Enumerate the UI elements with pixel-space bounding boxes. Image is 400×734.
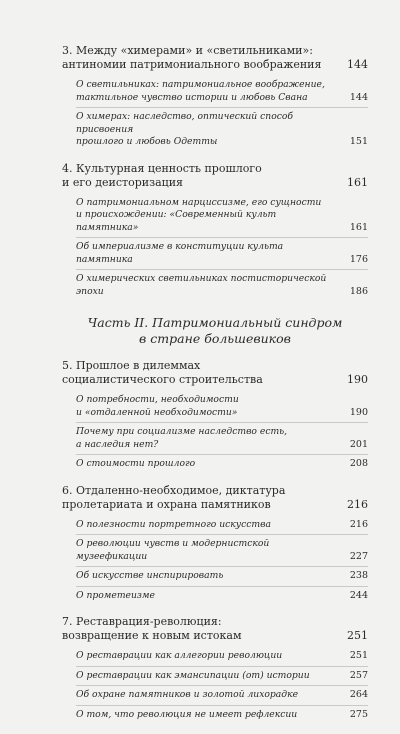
subsection-page-number: 275 — [349, 708, 368, 720]
subsection-title-line: Об искусстве инспирировать — [76, 570, 224, 581]
toc-subsection — [76, 108, 368, 152]
chapter-heading — [62, 615, 368, 643]
toc-chapter-7 — [62, 615, 368, 724]
subsection-title — [76, 426, 340, 451]
subsection-title — [76, 590, 340, 603]
part-title-line: Часть II. Патримониальный синдром — [87, 315, 343, 330]
subsection-page-number: 251 — [349, 650, 368, 661]
toc-subsection — [76, 686, 368, 706]
subsection-page-number: 238 — [349, 570, 368, 581]
chapter-page-number: 161 — [347, 175, 368, 189]
chapter-title-line: 3. Между «химерами» и «светильниками»: — [62, 44, 313, 57]
subsection-page-number: 227 — [349, 550, 368, 562]
subsection-page-number: 151 — [349, 136, 368, 147]
chapter-title-line: социалистического строительства — [62, 373, 263, 386]
toc-chapter-5 — [62, 359, 368, 474]
subsection-title-line: а наследия нет? — [76, 438, 159, 450]
subsection-title-line: и происхождении: «Современный культ памятника» — [76, 209, 277, 233]
subsection-title — [76, 519, 340, 532]
subsection-title — [76, 570, 340, 583]
subsection-title-line: и «отдаленной необходимости» — [76, 406, 238, 418]
subsection-title — [76, 538, 340, 563]
subsection-title — [76, 79, 340, 104]
chapter-page-number: 190 — [347, 373, 368, 386]
toc-chapter-3 — [62, 44, 368, 152]
chapter-title — [62, 615, 332, 643]
chapter-title-line: возвращение к новым истокам — [62, 629, 242, 642]
subsection-title-line: Об охране памятников и золотой лихорадке — [76, 689, 299, 700]
chapter-title — [62, 162, 332, 190]
subsection-title-line: О светильниках: патримониальное воображение, — [76, 79, 325, 90]
chapter-heading — [62, 359, 368, 387]
subsection-title-line: тактильное чувство истории и любовь Свана — [76, 91, 308, 103]
subsection-title — [76, 650, 340, 663]
toc-subsection — [76, 516, 368, 536]
chapter-heading — [62, 162, 368, 190]
chapter-title-line: 7. Реставрация-революция: — [62, 615, 222, 628]
subsection-title — [76, 111, 340, 149]
subsection-page-number: 264 — [349, 689, 368, 700]
chapter-heading — [62, 44, 368, 72]
chapter-title — [62, 484, 332, 512]
subsection-title-line: О потребности, необходимости — [76, 394, 239, 405]
subsection-title-line: О реставрации как эмансипации (от) истории — [76, 669, 310, 681]
chapter-title-line: 4. Культурная ценность прошлого — [62, 161, 262, 175]
subsection-title-line: О химерических светильниках постисторической эпохи — [76, 273, 327, 297]
subsection-title-line: О том, что революция не имеет рефлексии — [76, 708, 298, 720]
subsection-title-line: О революции чувств и модернистской музеефикации — [76, 538, 270, 562]
toc-subsection — [76, 238, 368, 270]
subsection-page-number: 244 — [349, 589, 368, 601]
toc-subsection — [76, 567, 368, 587]
subsection-page-number: 216 — [349, 518, 368, 530]
part-title-line: в стране большевиков — [139, 331, 291, 346]
subsection-title — [76, 273, 340, 298]
subsection-title-line: О патримониальном нарциссизме, его сущности — [76, 196, 322, 208]
subsection-title — [76, 689, 340, 702]
subsection-title-line: Об империализме в конституции культа памятника — [76, 241, 284, 265]
chapter-title-line: пролетариата и охрана памятников — [62, 497, 271, 511]
toc-subsection — [76, 706, 368, 725]
subsection-title-line: О химерах: наследство, оптический способ присвоения — [76, 111, 294, 135]
subsection-title-line: О полезности портретного искусства — [76, 518, 271, 530]
subsection-title — [76, 241, 340, 266]
toc-subsection — [76, 455, 368, 474]
toc-chapter-6 — [62, 484, 368, 606]
toc-subsection — [76, 647, 368, 667]
chapter-title-line: антиномии патримониального воображения — [62, 58, 322, 71]
subsection-title — [76, 394, 340, 419]
chapter-title-line: 5. Прошлое в дилеммах — [62, 359, 201, 372]
chapter-page-number: 216 — [347, 497, 368, 511]
subsection-page-number: 190 — [349, 406, 368, 418]
chapter-title — [62, 44, 332, 72]
subsection-page-number: 161 — [349, 221, 368, 233]
toc-subsection — [76, 667, 368, 687]
toc-subsection — [76, 535, 368, 567]
chapter-title-line: и его деисторизация — [62, 175, 183, 189]
chapter-page-number: 144 — [347, 58, 368, 71]
subsection-title — [76, 197, 340, 235]
toc-subsection — [76, 391, 368, 423]
chapter-title-line: 6. Отдаленно-необходимое, диктатура — [62, 483, 286, 497]
chapter-heading — [62, 484, 368, 512]
subsection-page-number: 201 — [349, 438, 368, 450]
subsection-page-number: 186 — [349, 285, 368, 297]
toc-subsection — [76, 76, 368, 108]
toc-chapter-4 — [62, 162, 368, 302]
chapter-page-number: 251 — [347, 629, 368, 642]
part-heading — [62, 315, 368, 347]
subsection-title-line: О реставрации как аллегории революции — [76, 650, 283, 661]
table-of-contents — [62, 44, 368, 734]
subsection-title-line: Почему при социализме наследство есть, — [76, 426, 288, 437]
toc-subsection — [76, 587, 368, 606]
toc-subsection — [76, 270, 368, 301]
subsection-title — [76, 458, 340, 471]
subsection-page-number: 176 — [349, 253, 368, 265]
subsection-page-number: 257 — [349, 669, 368, 681]
subsection-page-number: 144 — [349, 91, 368, 103]
chapter-title — [62, 359, 332, 387]
subsection-page-number: 208 — [349, 458, 368, 469]
subsection-title-line: О стоимости прошлого — [76, 458, 196, 469]
subsection-title-line: О прометеизме — [76, 589, 155, 601]
subsection-title — [76, 670, 340, 683]
toc-subsection — [76, 194, 368, 239]
subsection-title-line: прошлого и любовь Одетты — [76, 136, 218, 147]
subsection-title — [76, 709, 340, 722]
toc-subsection — [76, 423, 368, 455]
